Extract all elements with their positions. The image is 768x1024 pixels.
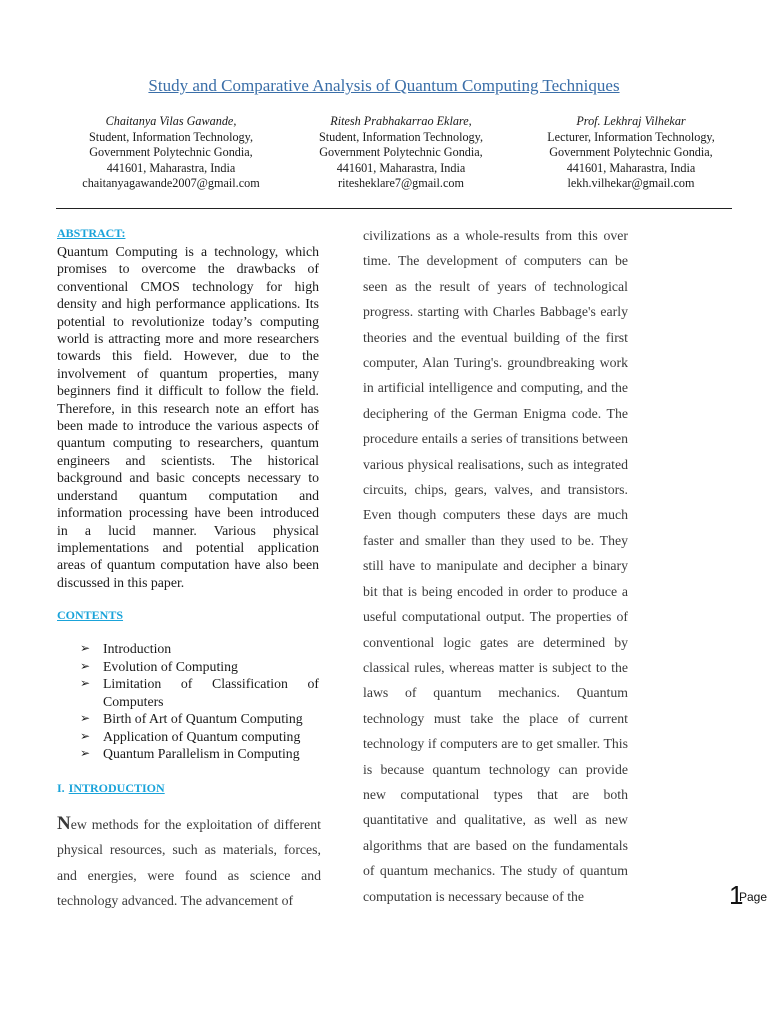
author-3: [516, 114, 746, 192]
arrow-bullet-icon: ➢: [80, 676, 91, 690]
list-item: [80, 640, 319, 658]
introduction-heading: [57, 781, 165, 796]
introduction-text: [57, 811, 321, 914]
list-item-label: Limitation of Classification of Computers: [103, 676, 319, 709]
contents-heading: CONTENTS: [57, 608, 124, 622]
author-2: [286, 114, 516, 192]
introduction-body: ew methods for the exploitation of different physical resources, such as materials, forces, and energies, were found as science and technology advanced. The advancement of: [57, 817, 321, 909]
arrow-bullet-icon: ➢: [80, 641, 91, 655]
list-item: [80, 675, 319, 710]
author-role: Student, Information Technology,: [319, 129, 483, 144]
arrow-bullet-icon: ➢: [80, 658, 91, 673]
author-location: 441601, Maharastra, India: [566, 160, 696, 175]
list-item: [80, 728, 319, 746]
author-name: Ritesh Prabhakarrao Eklare,: [330, 114, 472, 128]
list-item: [80, 710, 319, 728]
list-item-label: Quantum Parallelism in Computing: [103, 746, 300, 761]
author-email: lekh.vilhekar@gmail.com: [567, 176, 695, 190]
author-name: Prof. Lekhraj Vilhekar: [576, 114, 686, 128]
list-item-label: Application of Quantum computing: [103, 728, 301, 744]
arrow-bullet-icon: ➢: [80, 728, 91, 743]
abstract-heading: ABSTRACT:: [57, 226, 126, 240]
contents-list: [80, 640, 319, 763]
author-name: Chaitanya Vilas Gawande,: [105, 114, 237, 128]
section-heading-label: INTRODUCTION: [68, 781, 165, 795]
abstract-section: [57, 226, 319, 591]
page-label: Page: [739, 890, 768, 904]
list-item-label: Evolution of Computing: [103, 658, 238, 674]
author-institution: Government Polytechnic Gondia,: [319, 145, 483, 159]
list-item-label: Birth of Art of Quantum Computing: [103, 711, 303, 726]
drop-cap: N: [57, 813, 71, 834]
list-item-label: Introduction: [103, 641, 172, 656]
author-location: 441601, Maharastra, India: [336, 160, 466, 175]
arrow-bullet-icon: ➢: [80, 711, 91, 725]
list-item: [80, 658, 319, 676]
header-divider: [56, 208, 732, 209]
author-institution: Government Polytechnic Gondia,: [89, 145, 253, 159]
author-email: chaitanyagawande2007@gmail.com: [82, 176, 260, 190]
author-role: Student, Information Technology,: [89, 129, 253, 144]
page-number: 1: [729, 880, 744, 910]
paper-title: Study and Comparative Analysis of Quantum Computing Techniques: [148, 76, 620, 95]
list-item: [80, 745, 319, 763]
author-email: ritesheklare7@gmail.com: [338, 176, 464, 190]
arrow-bullet-icon: ➢: [80, 746, 91, 760]
right-column-text: civilizations as a whole-results from this over time. The development of computers can be seen as the result of years of technological progress. starting with Charles Babbage's early theories and the eventual building of the first computer, Alan Turing's. groundbreaking work in artificial intelligence and computing, and the deciphering of the German Enigma code. The procedure entails a series of transitions between various physical realisations, such as integrated circuits, chips, gears, valves, and transistors. Even though computers these days are much faster and smaller than they used to be. They still have to manipulate and decipher a binary bit that is being encoded in order to produce a useful computational output. The properties of conventional logic gates are determined by classical rules, whereas matter is subject to the laws of quantum mechanics. Quantum technology must take the place of current technology if computers are to get smaller. This is because quantum technology can provide new computational types that are both quantitative and qualitative, as well as new algorithms that are based on the fundamentals of quantum mechanics. The study of quantum computation is necessary because of the: [363, 228, 628, 904]
author-1: [56, 114, 286, 192]
author-role: Lecturer, Information Technology,: [547, 129, 715, 144]
section-number: I.: [57, 781, 65, 795]
abstract-text: Quantum Computing is a technology, which promises to overcome the drawbacks of conventional CMOS technology for high density and high performance applications. Its potential to revolutionize today’s computing world is attracting more and more researchers towards this field. However, due to the involvement of quantum properties, many beginners find it difficult to follow the field. Therefore, in this research note an effort has been made to introduce the various aspects of quantum computing to researchers, quantum engineers and scientists. The historical background and basic concepts necessary to understand quantum computation and information processing have been introduced in a lucid manner. Various physical implementations and potential application areas of quantum computation have also been discussed in this paper.: [57, 244, 319, 590]
author-institution: Government Polytechnic Gondia,: [549, 145, 713, 159]
author-location: 441601, Maharastra, India: [106, 160, 236, 175]
